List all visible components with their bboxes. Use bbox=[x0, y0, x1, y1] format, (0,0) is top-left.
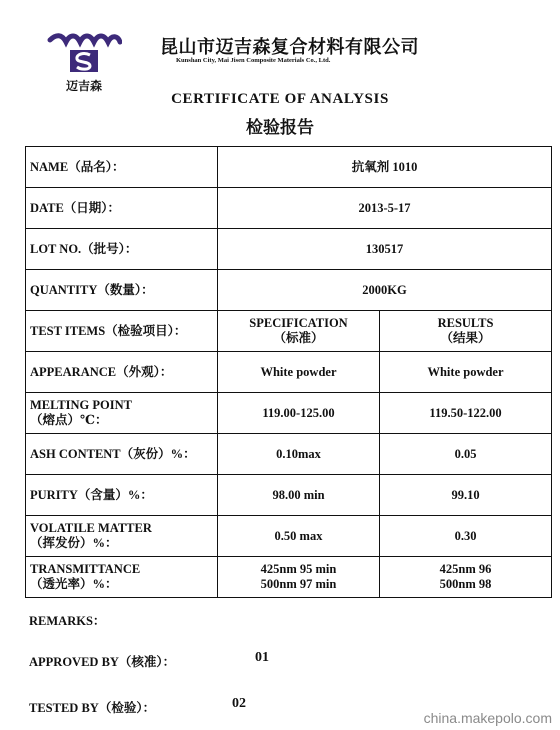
lot-value: 130517 bbox=[218, 229, 552, 270]
table-row bbox=[26, 188, 552, 229]
item-label bbox=[26, 393, 218, 434]
table-row bbox=[26, 147, 552, 188]
quantity-value: 2000KG bbox=[218, 270, 552, 311]
item-spec: 0.50 max bbox=[218, 516, 380, 557]
item-label-line2: （熔点）℃： bbox=[30, 413, 108, 427]
item-label-line1: APPEARANCE（外观）： bbox=[30, 364, 173, 379]
tested-by-label: TESTED BY（检验）： bbox=[29, 701, 156, 715]
table-row-ash-content bbox=[26, 434, 552, 475]
item-result-line2: 500nm 98 bbox=[439, 577, 492, 591]
item-result: 0.30 bbox=[380, 516, 552, 557]
item-result: 0.05 bbox=[380, 434, 552, 475]
item-label-line1: TRANSMITTANCE bbox=[30, 562, 141, 576]
item-spec: 98.00 min bbox=[218, 475, 380, 516]
item-label bbox=[26, 475, 218, 516]
item-result-line1: 425nm 96 bbox=[439, 562, 492, 576]
analysis-table bbox=[25, 146, 552, 598]
item-spec: 119.00-125.00 bbox=[218, 393, 380, 434]
company-name-chinese: 昆山市迈吉森复合材料有限公司 bbox=[160, 37, 419, 58]
table-header-row bbox=[26, 311, 552, 352]
table-row bbox=[26, 229, 552, 270]
item-spec bbox=[218, 557, 380, 598]
certificate-title: CERTIFICATE OF ANALYSIS bbox=[171, 91, 389, 107]
specification-header-en: SPECIFICATION bbox=[249, 316, 348, 330]
item-label-line1: VOLATILE MATTER bbox=[30, 521, 152, 535]
results-header-en: RESULTS bbox=[437, 316, 494, 330]
item-spec: White powder bbox=[218, 352, 380, 393]
item-result: 99.10 bbox=[380, 475, 552, 516]
remarks-label: REMARKS： bbox=[29, 614, 106, 628]
approved-by-value: 01 bbox=[255, 650, 269, 665]
date-label: DATE（日期）： bbox=[26, 188, 218, 229]
table-row-transmittance bbox=[26, 557, 552, 598]
specification-header-cn: （标准） bbox=[273, 331, 324, 345]
lot-label: LOT NO.（批号）： bbox=[26, 229, 218, 270]
item-spec-line1: 425nm 95 min bbox=[260, 562, 337, 576]
item-label bbox=[26, 434, 218, 475]
results-header-cn: （结果） bbox=[440, 331, 491, 345]
item-label-line1: PURITY（含量）%： bbox=[30, 487, 153, 502]
approved-by-label: APPROVED BY（核准）： bbox=[29, 655, 176, 669]
item-label-line2: （透光率）%： bbox=[30, 577, 118, 591]
specification-header bbox=[218, 311, 380, 352]
item-result: White powder bbox=[380, 352, 552, 393]
item-label-line1: ASH CONTENT（灰份）%： bbox=[30, 446, 196, 461]
item-label-line2: （挥发份）%： bbox=[30, 536, 118, 550]
quantity-label: QUANTITY（数量）： bbox=[26, 270, 218, 311]
item-label bbox=[26, 352, 218, 393]
table-row-appearance bbox=[26, 352, 552, 393]
name-label: NAME（品名）： bbox=[26, 147, 218, 188]
date-value: 2013-5-17 bbox=[218, 188, 552, 229]
tested-by-value: 02 bbox=[232, 696, 246, 711]
test-items-label: TEST ITEMS（检验项目）： bbox=[26, 311, 218, 352]
item-label-line1: MELTING POINT bbox=[30, 398, 132, 412]
item-label bbox=[26, 516, 218, 557]
item-spec: 0.10max bbox=[218, 434, 380, 475]
item-spec-line2: 500nm 97 min bbox=[260, 577, 337, 591]
source-watermark: china.makepolo.com bbox=[423, 710, 552, 726]
table-row-purity bbox=[26, 475, 552, 516]
company-name-english: Kunshan City, Mai Jisen Composite Materials Co., Ltd. bbox=[176, 57, 331, 64]
logo-caption: 迈吉森 bbox=[66, 79, 103, 93]
item-label bbox=[26, 557, 218, 598]
table-row-melting-point bbox=[26, 393, 552, 434]
name-value: 抗氧剂 1010 bbox=[218, 147, 552, 188]
item-result: 119.50-122.00 bbox=[380, 393, 552, 434]
certificate-title-chinese: 检验报告 bbox=[246, 118, 314, 138]
item-result bbox=[380, 557, 552, 598]
table-row bbox=[26, 270, 552, 311]
table-row-volatile-matter bbox=[26, 516, 552, 557]
results-header bbox=[380, 311, 552, 352]
